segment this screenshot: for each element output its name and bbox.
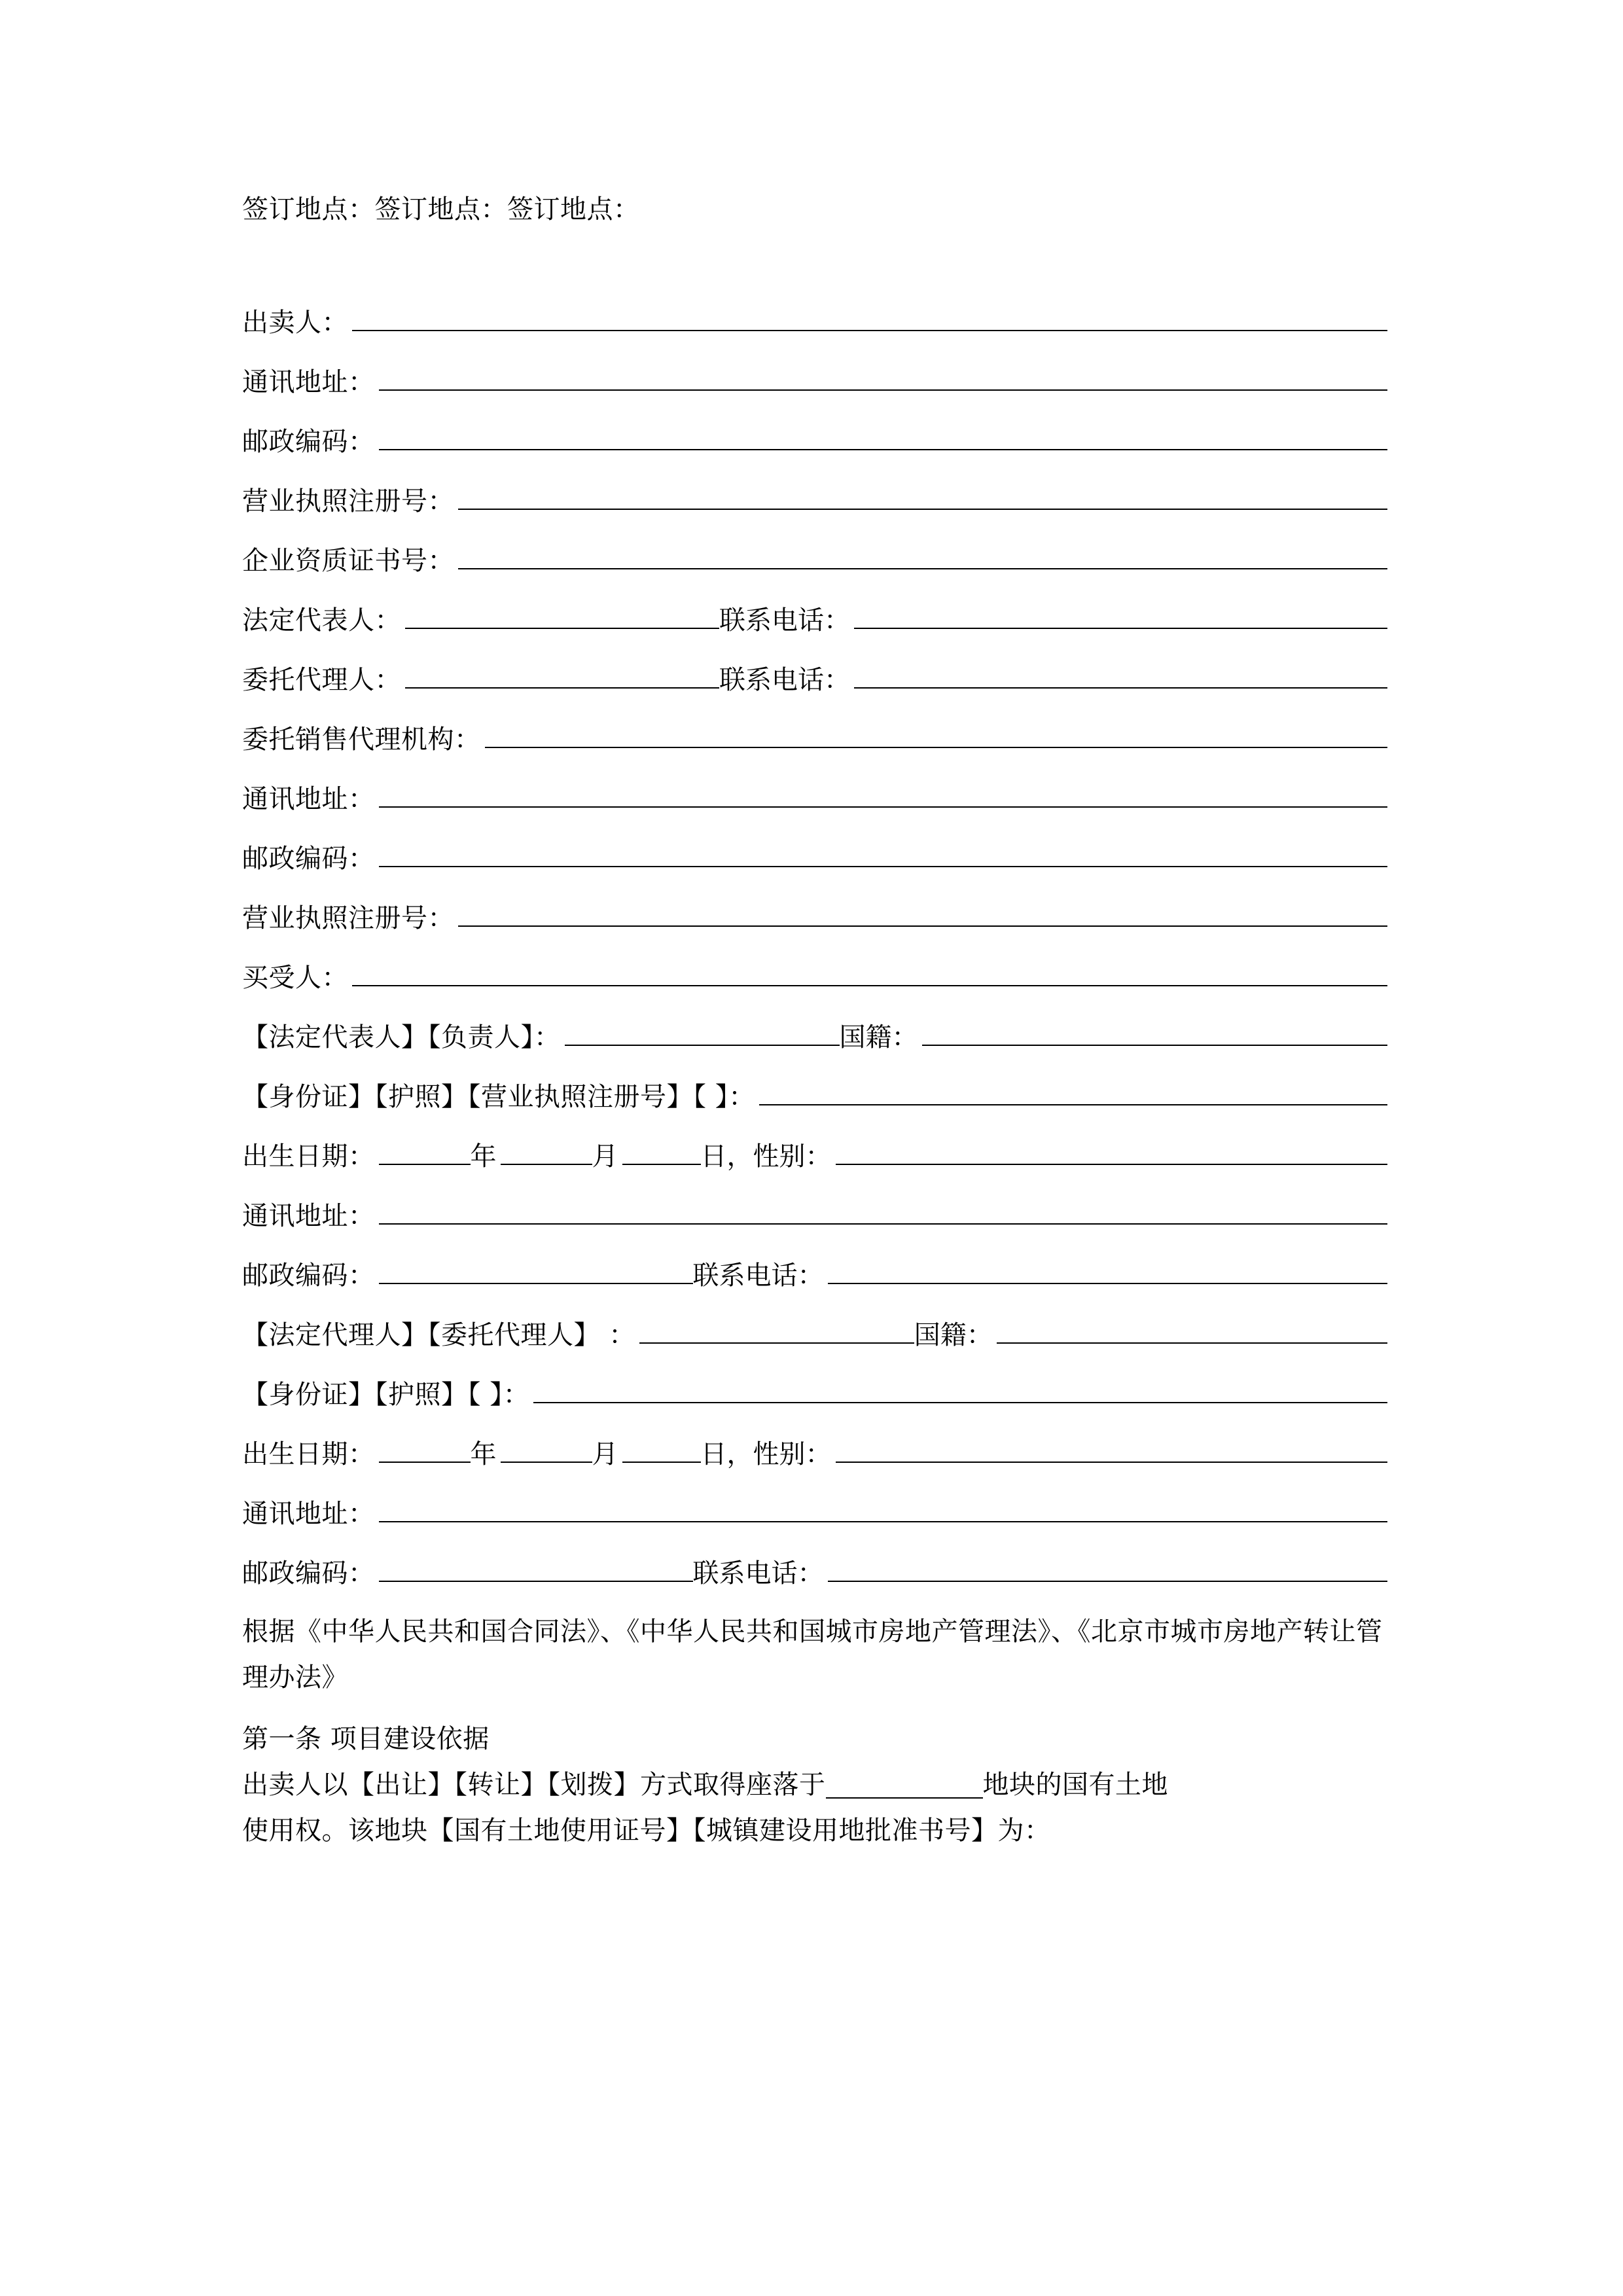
- label-buyer-agent-nationality: 国籍：: [914, 1320, 993, 1350]
- field-row-seller-postcode: [242, 420, 1387, 455]
- field-row-buyer-agent-address: [242, 1492, 1387, 1527]
- label-seller-legal-representative: 法定代表人：: [242, 605, 401, 636]
- input-buyer-agent-postcode[interactable]: [379, 1552, 693, 1582]
- label-buyer-agent-birthdate: 出生日期：: [242, 1439, 375, 1469]
- input-buyer-nationality[interactable]: [922, 1016, 1388, 1046]
- legal-basis-paragraph: 根据《中华人民共和国合同法》、《中华人民共和国城市房地产管理法》、《北京市城市房地产转让管理办法》: [242, 1617, 1383, 1693]
- label-agency-postcode: 邮政编码：: [242, 844, 375, 874]
- input-buyer-birth-day[interactable]: [622, 1135, 701, 1165]
- field-row-buyer-id: [242, 1075, 1387, 1110]
- input-buyer-agent-birth-month[interactable]: [501, 1433, 592, 1463]
- input-land-parcel[interactable]: [826, 1770, 983, 1799]
- label-buyer-birthdate: 出生日期：: [242, 1141, 375, 1172]
- input-seller-name[interactable]: [352, 301, 1387, 331]
- input-buyer-agent-address[interactable]: [379, 1492, 1388, 1522]
- input-buyer-legal-agent[interactable]: [639, 1314, 914, 1344]
- label-seller-agent-phone: 联系电话：: [719, 665, 850, 695]
- field-row-agency-postcode: [242, 837, 1387, 872]
- label-buyer-legal-agent: 【法定代理人】【委托代理人】 ：: [242, 1320, 635, 1350]
- field-row-buyer-legal-rep: [242, 1016, 1387, 1050]
- clause-one-text-1: 出卖人以【出让】【转让】【划拨】方式取得座落于: [242, 1770, 826, 1800]
- field-row-buyer-agent-postcode: [242, 1552, 1387, 1587]
- label-agency-business-license: 营业执照注册号：: [242, 903, 454, 933]
- input-seller-legal-rep-phone[interactable]: [854, 599, 1387, 629]
- input-buyer-agent-id[interactable]: [533, 1373, 1387, 1403]
- input-sales-agency[interactable]: [485, 718, 1388, 748]
- input-buyer-agent-gender[interactable]: [836, 1433, 1388, 1463]
- field-row-agency-address: [242, 778, 1387, 812]
- field-row-buyer-name: [242, 956, 1387, 991]
- label-seller-business-license: 营业执照注册号：: [242, 486, 454, 516]
- input-buyer-agent-birth-year[interactable]: [379, 1433, 471, 1463]
- label-seller-address: 通讯地址：: [242, 367, 375, 397]
- input-seller-entrusted-agent[interactable]: [405, 658, 719, 689]
- label-buyer-agent-birth-year-unit: 年: [470, 1439, 497, 1469]
- label-seller-legal-rep-phone: 联系电话：: [719, 605, 850, 636]
- field-row-seller-address: [242, 361, 1387, 395]
- input-seller-business-license[interactable]: [458, 480, 1387, 510]
- label-sales-agency: 委托销售代理机构：: [242, 725, 481, 755]
- field-row-seller-name: [242, 301, 1387, 336]
- field-row-seller-qualification-cert: [242, 539, 1387, 574]
- field-row-seller-entrusted-agent: [242, 658, 1387, 693]
- field-row-sales-agency: [242, 718, 1387, 753]
- input-buyer-phone[interactable]: [828, 1254, 1388, 1284]
- input-agency-postcode[interactable]: [379, 837, 1388, 867]
- label-buyer-name: 买受人：: [242, 963, 348, 993]
- input-agency-address[interactable]: [379, 778, 1388, 808]
- input-buyer-birth-month[interactable]: [501, 1135, 592, 1165]
- input-seller-postcode[interactable]: [379, 420, 1388, 450]
- input-buyer-agent-birth-day[interactable]: [622, 1433, 701, 1463]
- document-body: [242, 196, 1387, 1854]
- field-row-buyer-postcode: [242, 1254, 1387, 1289]
- label-buyer-address: 通讯地址：: [242, 1201, 375, 1231]
- field-row-buyer-birthdate: [242, 1135, 1387, 1170]
- label-buyer-phone: 联系电话：: [692, 1261, 824, 1291]
- label-buyer-gender: 日，性别：: [700, 1141, 832, 1172]
- label-seller-postcode: 邮政编码：: [242, 427, 375, 457]
- input-buyer-address[interactable]: [379, 1194, 1388, 1225]
- label-buyer-agent-birth-month-unit: 月: [592, 1439, 618, 1469]
- label-agency-address: 通讯地址：: [242, 784, 375, 814]
- field-row-buyer-agent-birthdate: [242, 1433, 1387, 1467]
- clause-one-paragraph: [242, 1762, 1387, 1854]
- label-seller-name: 出卖人：: [242, 308, 348, 338]
- input-buyer-postcode[interactable]: [379, 1254, 693, 1284]
- input-agency-business-license[interactable]: [458, 897, 1387, 927]
- label-buyer-postcode: 邮政编码：: [242, 1261, 375, 1291]
- input-seller-agent-phone[interactable]: [854, 658, 1387, 689]
- input-buyer-agent-phone[interactable]: [828, 1552, 1388, 1582]
- clause-one-text-2: 地块的国有土地: [982, 1770, 1168, 1800]
- label-seller-entrusted-agent: 委托代理人：: [242, 665, 401, 695]
- field-row-seller-business-license: [242, 480, 1387, 514]
- label-buyer-birth-year-unit: 年: [470, 1141, 497, 1172]
- clause-one-text-3: 使用权。该地块【国有土地使用证号】【城镇建设用地批准书号】为：: [242, 1816, 1051, 1846]
- label-buyer-nationality: 国籍：: [839, 1022, 918, 1052]
- field-row-buyer-address: [242, 1194, 1387, 1229]
- clause-one-title: 第一条 项目建设依据: [242, 1724, 490, 1754]
- input-seller-address[interactable]: [379, 361, 1388, 391]
- input-seller-qualification-cert[interactable]: [458, 539, 1387, 569]
- sign-place-line: 签订地点：签订地点：签订地点：: [242, 194, 640, 224]
- label-buyer-agent-postcode: 邮政编码：: [242, 1558, 375, 1588]
- field-row-buyer-legal-agent: [242, 1314, 1387, 1348]
- label-buyer-agent-gender: 日，性别：: [700, 1439, 832, 1469]
- label-buyer-agent-address: 通讯地址：: [242, 1499, 375, 1529]
- label-buyer-agent-id: 【身份证】【护照】【 】：: [242, 1380, 530, 1410]
- label-buyer-agent-phone: 联系电话：: [692, 1558, 824, 1588]
- label-buyer-id: 【身份证】【护照】【营业执照注册号】【 】：: [242, 1082, 755, 1112]
- label-buyer-birth-month-unit: 月: [592, 1141, 618, 1172]
- field-row-agency-business-license: [242, 897, 1387, 931]
- field-row-buyer-agent-id: [242, 1373, 1387, 1408]
- input-buyer-name[interactable]: [352, 956, 1387, 986]
- input-buyer-agent-nationality[interactable]: [997, 1314, 1387, 1344]
- label-seller-qualification-cert: 企业资质证书号：: [242, 546, 454, 576]
- input-buyer-birth-year[interactable]: [379, 1135, 471, 1165]
- input-buyer-legal-rep[interactable]: [565, 1016, 840, 1046]
- label-buyer-legal-rep: 【法定代表人】【负责人】：: [242, 1022, 561, 1052]
- input-buyer-gender[interactable]: [836, 1135, 1388, 1165]
- input-buyer-id[interactable]: [759, 1075, 1387, 1105]
- field-row-seller-legal-representative: [242, 599, 1387, 634]
- input-seller-legal-representative[interactable]: [405, 599, 719, 629]
